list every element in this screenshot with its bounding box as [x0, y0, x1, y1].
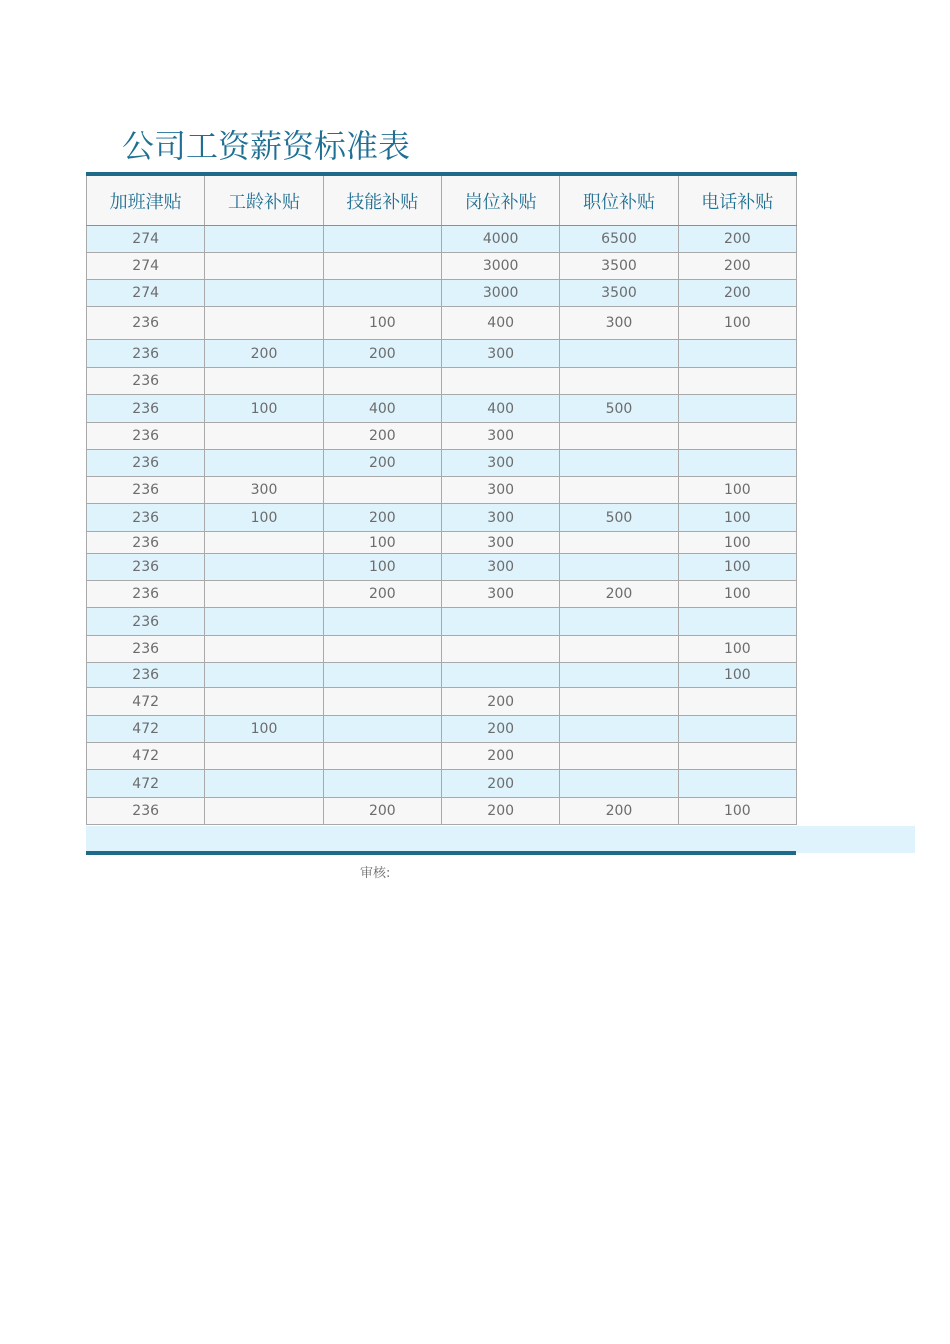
table-cell[interactable]: [560, 663, 678, 688]
table-cell[interactable]: [205, 636, 323, 663]
table-cell[interactable]: [441, 608, 559, 636]
table-cell[interactable]: [323, 688, 441, 716]
table-cell[interactable]: 200: [441, 688, 559, 716]
table-cell[interactable]: [678, 450, 796, 477]
table-cell[interactable]: 6500: [560, 226, 678, 253]
table-cell[interactable]: [205, 663, 323, 688]
table-row: [87, 226, 797, 253]
column-header-post: 岗位补贴: [441, 174, 559, 226]
table-cell[interactable]: 100: [678, 554, 796, 581]
table-row: [87, 307, 797, 340]
table-cell[interactable]: [678, 688, 796, 716]
table-cell[interactable]: [678, 423, 796, 450]
table-cell[interactable]: 100: [323, 307, 441, 340]
table-cell[interactable]: 236: [87, 532, 205, 554]
table-cell[interactable]: 236: [87, 307, 205, 340]
table-cell[interactable]: [205, 307, 323, 340]
column-header-overtime: 加班津贴: [87, 174, 205, 226]
table-cell[interactable]: [205, 770, 323, 798]
table-cell[interactable]: 300: [441, 581, 559, 608]
table-cell[interactable]: 236: [87, 636, 205, 663]
table-cell[interactable]: 400: [441, 395, 559, 423]
table-row: [87, 340, 797, 368]
table-cell[interactable]: 472: [87, 688, 205, 716]
table-cell[interactable]: [205, 798, 323, 825]
table-cell[interactable]: 500: [560, 504, 678, 532]
table-cell[interactable]: 472: [87, 770, 205, 798]
table-cell[interactable]: [678, 770, 796, 798]
table-cell[interactable]: 100: [205, 504, 323, 532]
salary-table-container: [86, 172, 796, 825]
table-cell[interactable]: 200: [441, 743, 559, 770]
table-row: [87, 581, 797, 608]
table-cell[interactable]: 200: [441, 770, 559, 798]
table-cell[interactable]: [678, 743, 796, 770]
table-cell[interactable]: 236: [87, 663, 205, 688]
table-row: [87, 504, 797, 532]
table-row: [87, 554, 797, 581]
table-cell[interactable]: 300: [205, 477, 323, 504]
table-row: [87, 608, 797, 636]
table-cell[interactable]: [441, 368, 559, 395]
table-cell[interactable]: 200: [678, 280, 796, 307]
table-row: [87, 716, 797, 743]
table-cell[interactable]: 300: [560, 307, 678, 340]
table-cell[interactable]: [323, 226, 441, 253]
table-row: [87, 477, 797, 504]
table-row: [87, 253, 797, 280]
table-cell[interactable]: [205, 253, 323, 280]
table-cell[interactable]: [560, 743, 678, 770]
table-row: [87, 663, 797, 688]
table-cell[interactable]: 100: [678, 663, 796, 688]
table-cell[interactable]: [205, 743, 323, 770]
table-cell[interactable]: [560, 688, 678, 716]
table-cell[interactable]: [678, 368, 796, 395]
table-cell[interactable]: [205, 450, 323, 477]
table-cell[interactable]: 236: [87, 798, 205, 825]
table-cell[interactable]: 236: [87, 504, 205, 532]
table-cell[interactable]: 236: [87, 581, 205, 608]
page-title: 公司工资薪资标准表: [122, 127, 411, 165]
table-cell[interactable]: [441, 663, 559, 688]
table-row: [87, 770, 797, 798]
table-cell[interactable]: [560, 450, 678, 477]
table-cell[interactable]: 400: [441, 307, 559, 340]
table-body: [87, 226, 797, 825]
table-cell[interactable]: 300: [441, 340, 559, 368]
table-cell[interactable]: [205, 368, 323, 395]
table-cell[interactable]: 100: [323, 554, 441, 581]
table-cell[interactable]: 200: [323, 423, 441, 450]
column-header-phone: 电话补贴: [678, 174, 796, 226]
table-cell[interactable]: 236: [87, 554, 205, 581]
table-cell[interactable]: [678, 340, 796, 368]
table-cell[interactable]: 200: [678, 253, 796, 280]
table-cell[interactable]: [560, 770, 678, 798]
table-cell[interactable]: [323, 368, 441, 395]
table-row: [87, 395, 797, 423]
review-label: 审核:: [360, 866, 391, 881]
table-cell[interactable]: [560, 340, 678, 368]
table-cell[interactable]: [560, 368, 678, 395]
table-cell[interactable]: 300: [441, 532, 559, 554]
table-cell[interactable]: 274: [87, 253, 205, 280]
table-cell[interactable]: 236: [87, 477, 205, 504]
column-header-position: 职位补贴: [560, 174, 678, 226]
table-cell[interactable]: 3000: [441, 253, 559, 280]
table-cell[interactable]: [678, 395, 796, 423]
table-cell[interactable]: 100: [678, 477, 796, 504]
table-row: [87, 798, 797, 825]
table-cell[interactable]: 472: [87, 743, 205, 770]
table-cell[interactable]: [323, 716, 441, 743]
table-cell[interactable]: 236: [87, 608, 205, 636]
table-cell[interactable]: [205, 608, 323, 636]
table-cell[interactable]: 100: [678, 581, 796, 608]
table-cell[interactable]: 3500: [560, 253, 678, 280]
table-cell[interactable]: [560, 608, 678, 636]
table-cell[interactable]: [323, 608, 441, 636]
table-cell[interactable]: 236: [87, 395, 205, 423]
table-cell[interactable]: 100: [678, 532, 796, 554]
table-cell[interactable]: [560, 423, 678, 450]
table-row: [87, 636, 797, 663]
table-cell[interactable]: 472: [87, 716, 205, 743]
table-cell[interactable]: [205, 423, 323, 450]
table-cell[interactable]: 400: [323, 395, 441, 423]
table-cell[interactable]: 236: [87, 423, 205, 450]
table-cell[interactable]: 200: [441, 716, 559, 743]
table-cell[interactable]: 200: [560, 581, 678, 608]
table-cell[interactable]: [205, 688, 323, 716]
table-header-row: [87, 174, 797, 226]
table-cell[interactable]: 100: [205, 395, 323, 423]
table-cell[interactable]: [441, 636, 559, 663]
table-row: [87, 368, 797, 395]
table-cell[interactable]: 200: [678, 226, 796, 253]
table-cell[interactable]: 300: [441, 504, 559, 532]
salary-table: [86, 172, 797, 825]
table-cell[interactable]: 200: [205, 340, 323, 368]
table-cell[interactable]: [560, 477, 678, 504]
table-cell[interactable]: 500: [560, 395, 678, 423]
table-cell[interactable]: 300: [441, 554, 559, 581]
table-cell[interactable]: 236: [87, 368, 205, 395]
table-cell[interactable]: [205, 532, 323, 554]
table-cell[interactable]: [560, 636, 678, 663]
table-row: [87, 450, 797, 477]
footer-divider: [86, 851, 796, 855]
table-cell[interactable]: [323, 280, 441, 307]
table-cell[interactable]: 200: [441, 798, 559, 825]
table-cell[interactable]: 236: [87, 450, 205, 477]
table-cell[interactable]: [323, 253, 441, 280]
table-cell[interactable]: [560, 532, 678, 554]
table-cell[interactable]: 100: [323, 532, 441, 554]
table-row: [87, 280, 797, 307]
table-cell[interactable]: [678, 716, 796, 743]
table-cell[interactable]: 200: [323, 581, 441, 608]
table-cell[interactable]: 236: [87, 340, 205, 368]
table-cell[interactable]: 3000: [441, 280, 559, 307]
table-cell[interactable]: [323, 743, 441, 770]
table-cell[interactable]: [560, 554, 678, 581]
table-cell[interactable]: 4000: [441, 226, 559, 253]
column-header-seniority: 工龄补贴: [205, 174, 323, 226]
footer-band: [86, 826, 915, 853]
table-cell[interactable]: 274: [87, 226, 205, 253]
table-cell[interactable]: [205, 581, 323, 608]
table-cell[interactable]: [205, 280, 323, 307]
table-cell[interactable]: 100: [678, 798, 796, 825]
table-cell[interactable]: 300: [441, 450, 559, 477]
table-cell[interactable]: [323, 477, 441, 504]
table-cell[interactable]: 200: [560, 798, 678, 825]
table-cell[interactable]: 3500: [560, 280, 678, 307]
table-row: [87, 743, 797, 770]
table-cell[interactable]: 274: [87, 280, 205, 307]
table-row: [87, 688, 797, 716]
table-row: [87, 532, 797, 554]
table-cell[interactable]: 200: [323, 798, 441, 825]
table-cell[interactable]: [323, 636, 441, 663]
table-cell[interactable]: 100: [205, 716, 323, 743]
table-cell[interactable]: 200: [323, 504, 441, 532]
table-cell[interactable]: [678, 608, 796, 636]
table-cell[interactable]: [205, 226, 323, 253]
table-row: [87, 423, 797, 450]
table-cell[interactable]: [323, 770, 441, 798]
table-cell[interactable]: [560, 716, 678, 743]
table-cell[interactable]: 300: [441, 423, 559, 450]
table-cell[interactable]: [205, 554, 323, 581]
table-cell[interactable]: 100: [678, 636, 796, 663]
column-header-skill: 技能补贴: [323, 174, 441, 226]
table-cell[interactable]: 100: [678, 504, 796, 532]
table-cell[interactable]: 100: [678, 307, 796, 340]
table-cell[interactable]: 200: [323, 340, 441, 368]
table-cell[interactable]: 200: [323, 450, 441, 477]
table-cell[interactable]: [323, 663, 441, 688]
table-cell[interactable]: 300: [441, 477, 559, 504]
